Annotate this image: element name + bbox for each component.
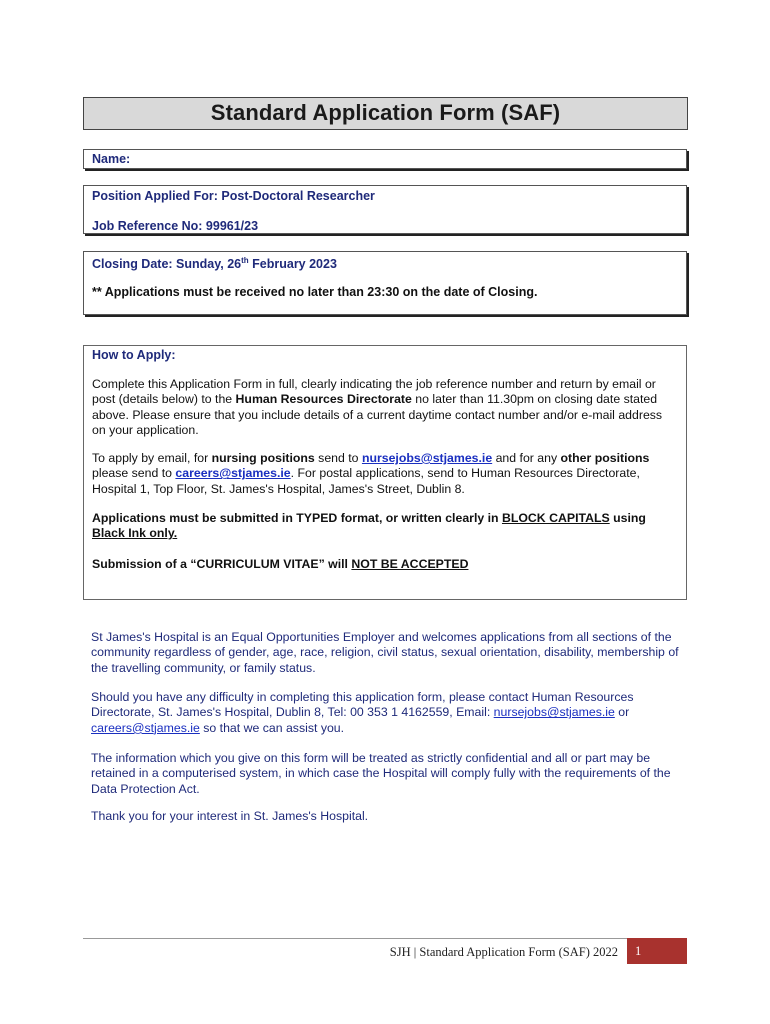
thank-you-paragraph: Thank you for your interest in St. James's Hospital. [91, 809, 369, 823]
contact-paragraph [91, 690, 681, 736]
footer-text: SJH | Standard Application Form (SAF) 2022 [389, 945, 618, 959]
nursejobs-email-link-2[interactable]: nursejobs@stjames.ie [493, 705, 615, 720]
data-protection-paragraph: The information which you give on this form will be treated as strictly confidential and all or part may be retained in a computerised system, in which case the Hospital will comply fully with the requirements of the Data Protection Act. [91, 751, 671, 796]
job-reference: Job Reference No: 99961/23 [92, 219, 259, 233]
text: or [614, 705, 630, 720]
text: Complete this Application Form in full, clearly indicating the job reference number and return by email or post (details below) to the [92, 377, 656, 407]
how-to-apply-paragraph-4 [92, 557, 678, 572]
closing-date [92, 256, 337, 271]
careers-email-link[interactable]: careers@stjames.ie [175, 466, 291, 481]
page-number-badge [627, 938, 687, 964]
hr-directorate-bold: Human Resources Directorate [235, 392, 412, 407]
text: no later than 11.30pm on closing date stated above. Please ensure that you include details of a current daytime contact number and/or e-mail address on your application. [92, 392, 663, 438]
text: Applications must be submitted in TYPED format, or written clearly in [92, 511, 502, 525]
position-label: Position Applied For: Post-Doctoral Researcher [92, 189, 375, 203]
closing-date-suffix: February 2023 [248, 257, 337, 272]
nursing-positions-bold: nursing positions [211, 451, 315, 465]
how-to-apply-paragraph-2 [92, 451, 678, 497]
not-accepted-text: NOT BE ACCEPTED [351, 557, 469, 571]
text: please send to [92, 466, 176, 481]
closing-date-sup: th [241, 256, 249, 265]
closing-date-prefix: Closing Date: Sunday, 26 [92, 257, 242, 272]
block-capitals-text: BLOCK CAPITALS [501, 511, 610, 525]
how-to-apply-paragraph-1 [92, 377, 678, 439]
position-box [83, 185, 687, 234]
equal-opportunities-paragraph: St James's Hospital is an Equal Opportunities Employer and welcomes applications from all sections of the community regardless of gender, age, race, religion, civil status, sexual orientation, disability, membership of the travelling community, or family status. [91, 630, 679, 675]
text: . For postal applications, send to Human Resources Directorate, Hospital 1, Top Floor, St. James's Hospital, James's Street, Dublin 8. [92, 466, 640, 496]
how-to-apply-heading: How to Apply: [92, 348, 176, 362]
text: using [609, 511, 646, 525]
other-positions-bold: other positions [560, 451, 650, 465]
text: To apply by email, for [92, 451, 212, 465]
text: so that we can assist you. [199, 720, 345, 735]
footer-divider [83, 938, 628, 939]
how-to-apply-box [83, 345, 687, 600]
name-box [83, 149, 687, 169]
text: Submission of a “CURRICULUM VITAE” will [92, 557, 352, 571]
text: Should you have any difficulty in completing this application form, please contact Human Resources Directorate, St. James's Hospital, Dublin 8, Tel: 00 353 1 4162559, Email: [91, 690, 634, 720]
closing-box [83, 251, 687, 315]
text: send to [314, 451, 362, 465]
closing-note: ** Applications must be received no later than 23:30 on the date of Closing. [92, 285, 538, 299]
text: and for any [492, 451, 561, 465]
name-label: Name: [92, 152, 131, 166]
page-title: Standard Application Form (SAF) [210, 100, 561, 125]
careers-email-link-2[interactable]: careers@stjames.ie [91, 720, 200, 735]
page-number: 1 [635, 944, 642, 958]
title-box [83, 97, 688, 130]
nursejobs-email-link[interactable]: nursejobs@stjames.ie [361, 451, 493, 465]
black-ink-text: Black Ink only. [92, 526, 178, 541]
how-to-apply-paragraph-3 [92, 511, 678, 542]
